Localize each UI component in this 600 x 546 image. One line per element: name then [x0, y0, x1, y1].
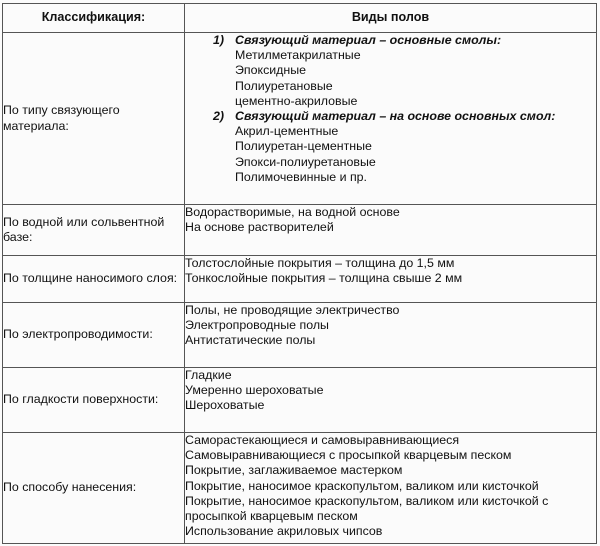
table-row	[3, 433, 597, 544]
header-classification: Классификация:	[3, 4, 185, 33]
list-item: Эпокси-полиуретановые	[235, 154, 376, 169]
list-item: Полимочевинные и пр.	[235, 169, 367, 184]
row-values-base	[185, 205, 597, 256]
list-item: Тонкослойные покрытия – толщина свыше 2 мм	[185, 271, 463, 286]
table-row	[3, 256, 597, 303]
list-item: Самовыравнивающиеся с просыпкой кварцевым песком	[185, 448, 512, 463]
list-item: Электропроводные полы	[185, 318, 329, 333]
list-item: Толстослойные покрытия – толщина до 1,5 мм	[185, 256, 455, 270]
list-item: Саморастекающиеся и самовыравнивающиеся	[185, 433, 460, 447]
row-label-conductivity: По электропроводимости:	[3, 303, 185, 368]
group-title: 2) Связующий материал – на основе основных смол:	[213, 109, 556, 124]
header-floor-types: Виды полов	[185, 4, 597, 33]
list-item: Антистатические полы	[185, 333, 316, 348]
list-item: цементно-акриловые	[235, 93, 358, 108]
list-item: Гладкие	[185, 368, 232, 382]
list-item: Метилметакрилатные	[235, 48, 361, 63]
group-title: 1) Связующий материал – основные смолы:	[213, 33, 502, 47]
list-item: Покрытие, заглаживаемое мастерком	[185, 463, 403, 478]
row-label-thickness: По толщине наносимого слоя:	[3, 256, 185, 303]
table-row	[3, 368, 597, 433]
row-label-smoothness: По гладкости поверхности:	[3, 368, 185, 433]
row-label-application: По способу нанесения:	[3, 433, 185, 544]
list-item: Полиуретан-цементные	[235, 139, 372, 154]
table-header-row	[3, 4, 597, 33]
list-item: Эпоксидные	[235, 63, 307, 78]
table-row	[3, 303, 597, 368]
list-item: Акрил-цементные	[235, 124, 339, 139]
table-row	[3, 33, 597, 205]
list-item: Шероховатые	[185, 398, 265, 413]
list-item: Полиуретановые	[235, 78, 333, 93]
floor-classification-table	[2, 3, 597, 544]
row-label-binder: По типу связующего материала:	[3, 33, 185, 205]
row-values-binder	[185, 33, 597, 205]
row-values-thickness	[185, 256, 597, 303]
list-item: Полы, не проводящие электричество	[185, 303, 400, 317]
table-row	[3, 205, 597, 256]
list-item: Покрытие, наносимое краскопультом, валиком или кисточкой	[185, 478, 539, 493]
list-item: Умеренно шероховатые	[185, 383, 324, 398]
row-label-base: По водной или сольвентной базе:	[3, 205, 185, 256]
row-values-smoothness	[185, 368, 597, 433]
list-item: Использование акриловых чипсов	[185, 524, 383, 539]
row-values-application	[185, 433, 597, 544]
list-item: Водорастворимые, на водной основе	[185, 205, 400, 219]
list-item: Покрытие, наносимое краскопультом, валиком или кисточкой с просыпкой кварцевым песком	[185, 493, 549, 524]
list-item: На основе растворителей	[185, 220, 334, 235]
row-values-conductivity	[185, 303, 597, 368]
